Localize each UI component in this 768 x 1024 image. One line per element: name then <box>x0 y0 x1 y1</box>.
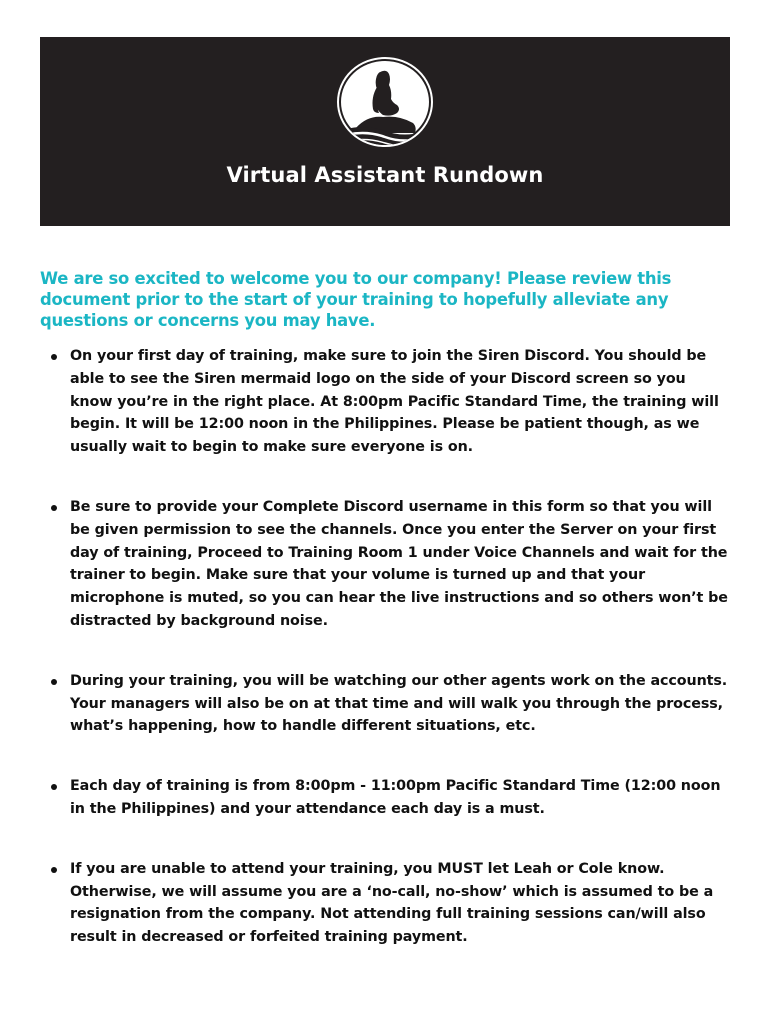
header-banner <box>40 37 730 226</box>
page-title: Virtual Assistant Rundown <box>226 163 544 187</box>
bullet-item-training-schedule <box>0 775 730 821</box>
bullet-item-discord-join <box>0 345 730 459</box>
bullet-dot-icon <box>51 679 57 685</box>
bullet-text: During your training, you will be watching our other agents work on the accounts. Your managers will also be on at that time and will walk you through the process, what’s happening, how to handle different situations, etc. <box>70 672 728 735</box>
bullet-dot-icon <box>51 867 57 873</box>
bullet-list <box>0 345 768 949</box>
bullet-dot-icon <box>51 505 57 511</box>
bullet-item-discord-username <box>0 496 730 633</box>
bullet-text: Be sure to provide your Complete Discord username in this form so that you will be given permission to see the channels. Once you enter the Server on your first day of training, Proceed to Training Room 1 under Voice Channels and wait for the trainer to begin. Make sure that your volume is turned up and that your microphone is muted, so you can hear the live instructions and so others won’t be distracted by background noise. <box>70 498 728 629</box>
bullet-text: Each day of training is from 8:00pm - 11:00pm Pacific Standard Time (12:00 noon in the Philippines) and your attendance each day is a must. <box>70 778 721 817</box>
bullet-dot-icon <box>51 354 57 360</box>
bullet-text: On your first day of training, make sure to join the Siren Discord. You should be able to see the Siren mermaid logo on the side of your Discord screen so you know you’re in the right place. At 8:00pm Pacific Standard Time, the training will begin. It will be 12:00 noon in the Philippines. Please be patient though, as we usually wait to begin to make sure everyone is on. <box>70 348 719 456</box>
intro-paragraph: We are so excited to welcome you to our company! Please review this document prior to the start of your training to hopefully alleviate any questions or concerns you may have. <box>40 269 672 330</box>
siren-mermaid-logo-icon <box>337 57 433 147</box>
bullet-text: If you are unable to attend your training, you MUST let Leah or Cole know. Otherwise, we will assume you are a ‘no-call, no-show’ which is assumed to be a resignation from the company. Not attending full training sessions can/will also result in decreased or forfeited training payment. <box>70 860 714 946</box>
bullet-item-attendance-policy <box>0 858 730 949</box>
bullet-item-training-observation <box>0 670 730 738</box>
bullet-dot-icon <box>51 784 57 790</box>
